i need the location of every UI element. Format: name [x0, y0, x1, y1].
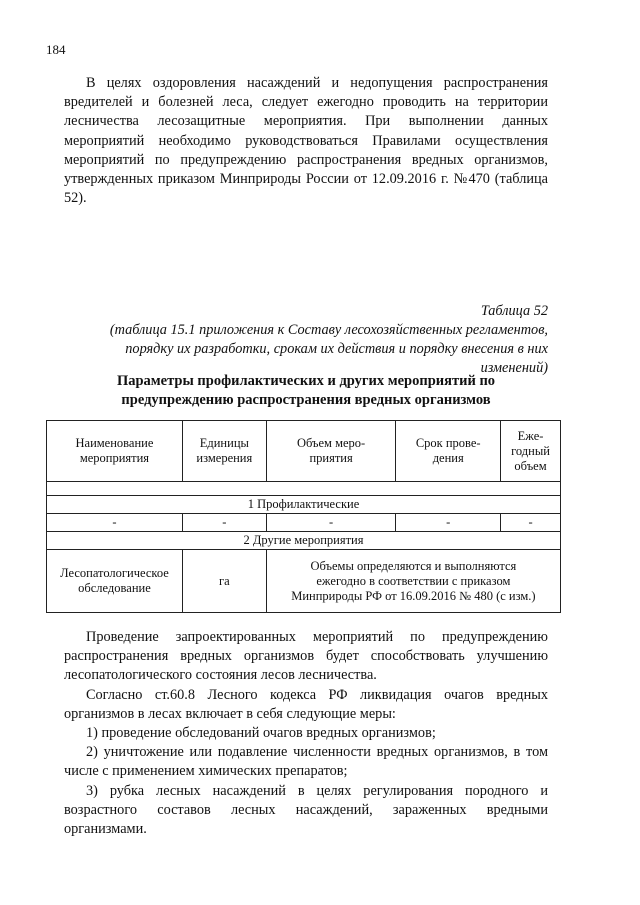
header-text: измерения	[196, 451, 253, 465]
header-text: приятия	[309, 451, 353, 465]
table-cell	[47, 550, 183, 613]
table-label: Таблица 52	[480, 303, 548, 319]
header-text: Срок прове-	[415, 436, 481, 450]
table-spacer-row	[47, 482, 561, 496]
table-source-line-2: порядку их разработки, срокам их действия и порядку внесения в них	[125, 341, 548, 357]
paragraph: Проведение запроектированных мероприятий по предупреждению распространения вредных организмов будет способствовать улучшению лесопатологического состояния лесов лесничества.	[64, 629, 548, 684]
table-cell: -	[47, 514, 183, 532]
header-text: Наименование	[75, 436, 154, 450]
table-cell: -	[266, 514, 396, 532]
table-section-row	[47, 532, 561, 550]
table-source-line-3: изменений)	[480, 360, 548, 376]
table-source-line-1: (таблица 15.1 приложения к Составу лесохозяйственных регламентов,	[109, 322, 548, 338]
outro-text	[64, 628, 548, 839]
table-cell: -	[182, 514, 266, 532]
header-text: дения	[432, 451, 464, 465]
section-cell: 1 Профилактические	[47, 496, 561, 514]
table-cell	[266, 550, 560, 613]
list-item: 3) рубка лесных насаждений в целях регулирования породного и возрастного составов лесных насаждений, зараженных вредными организмами.	[64, 782, 548, 838]
paragraph: Согласно ст.60.8 Лесного кодекса РФ ликвидация очагов вредных организмов в лесах включает в себя следующие меры:	[64, 686, 548, 722]
table-title	[64, 372, 548, 410]
header-cell	[182, 421, 266, 482]
section-cell: 2 Другие мероприятия	[47, 532, 561, 550]
list-item: 1) проведение обследований очагов вредных организмов;	[86, 725, 436, 742]
table-caption	[64, 302, 548, 378]
spacer-cell	[47, 482, 561, 496]
cell-text: Минприроды РФ от 16.09.2016 № 480 (с изм.)	[291, 588, 536, 603]
cell-text: Лесопатологическое	[60, 566, 169, 580]
page-number: 184	[46, 42, 66, 57]
header-text: годный	[511, 443, 550, 458]
table-cell: -	[501, 514, 561, 532]
header-cell	[396, 421, 501, 482]
table-cell: га	[182, 550, 266, 613]
table-row	[47, 514, 561, 532]
header-text: Объем меро-	[296, 436, 366, 450]
header-text: мероприятия	[79, 451, 150, 465]
table-header-row	[47, 421, 561, 482]
cell-text: обследование	[78, 581, 151, 595]
list-item: 2) уничтожение или подавление численности вредных организмов, в том числе с применением химических препаратов;	[64, 744, 548, 780]
header-cell	[47, 421, 183, 482]
table-section-row	[47, 496, 561, 514]
intro-paragraph: В целях оздоровления насаждений и недопущения распространения вредителей и болезней леса, следует ежегодно проводить на территории лесничества лесозащитные мероприятия. При выполнении данных мероприятий необходимо руководствоваться Правилами осуществления мероприятий по предупреждению распространения вредных организмов, утвержденных приказом Минприроды России от 12.09.2016 г. №470 (таблица 52).	[64, 75, 548, 207]
header-text: Единицы	[199, 436, 249, 450]
header-cell	[501, 421, 561, 482]
cell-text: ежегодно в соответствии с приказом	[316, 573, 511, 588]
table-title-line-1: Параметры профилактических и других мероприятий по	[116, 373, 496, 389]
table-title-line-2: предупреждению распространения вредных организмов	[121, 392, 491, 408]
table-row	[47, 550, 561, 613]
cell-text: Объемы определяются и выполняются	[310, 558, 517, 573]
table-cell: -	[396, 514, 501, 532]
header-cell	[266, 421, 396, 482]
header-text: Еже-	[517, 428, 544, 443]
header-text: объем	[514, 458, 547, 473]
measures-table	[46, 420, 561, 613]
